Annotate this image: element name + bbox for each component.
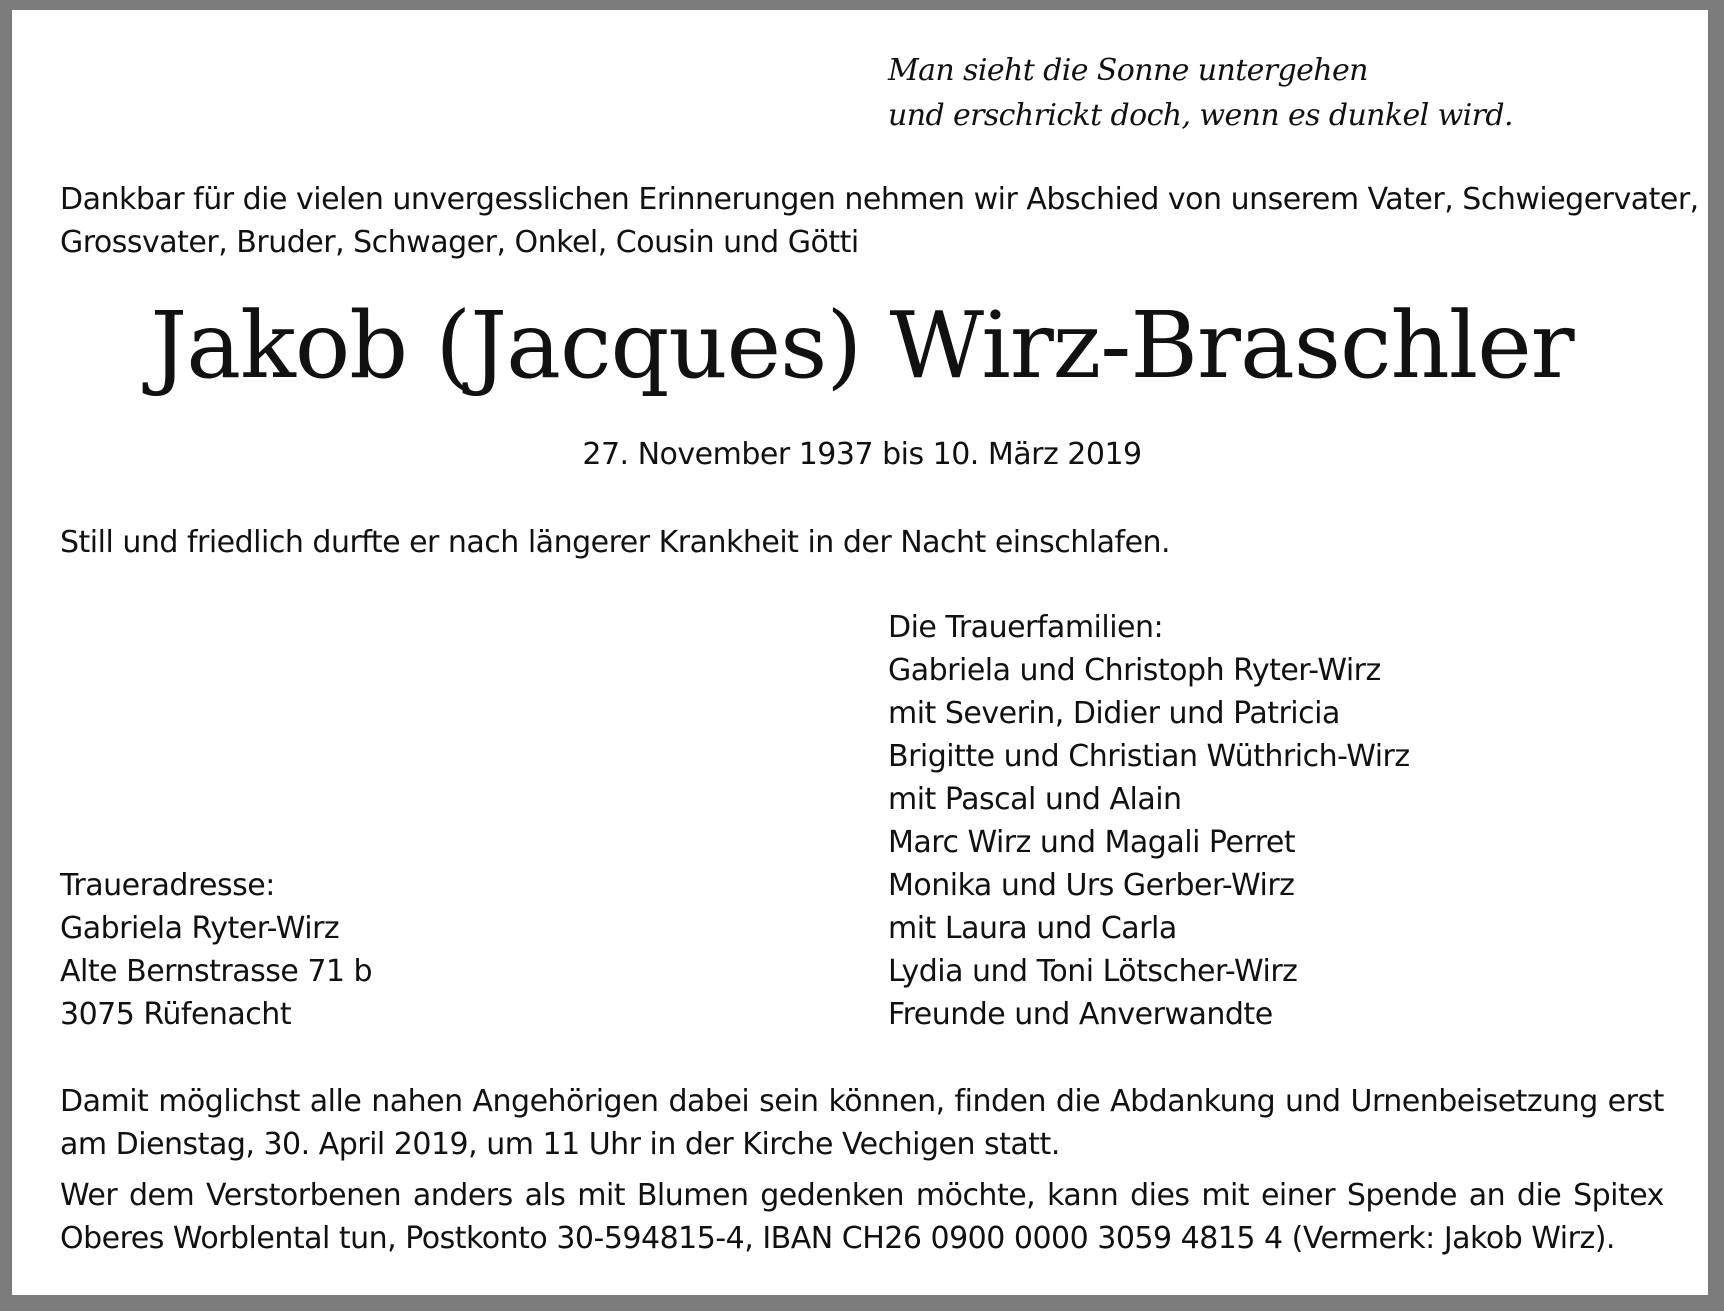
word: erst	[1607, 1084, 1664, 1119]
word: mit	[577, 1178, 626, 1213]
family-line: mit Pascal und Alain	[888, 782, 1182, 817]
word: Abdankung	[1110, 1084, 1276, 1119]
word: möchte,	[915, 1178, 1036, 1213]
passing-statement: Still und friedlich durfte er nach längerer Krankheit in der Nacht einschlafen.	[60, 525, 1171, 560]
life-dates: 27. November 1937 bis 10. März 2019	[582, 437, 1142, 472]
family-line: Marc Wirz und Magali Perret	[888, 825, 1296, 860]
word: möglichst	[158, 1084, 300, 1119]
address-street: Alte Bernstrasse 71 b	[60, 954, 373, 989]
word: sein	[759, 1084, 819, 1119]
word: Spende	[1346, 1178, 1457, 1213]
word: Verstorbenen	[206, 1178, 402, 1213]
word: anders	[412, 1178, 513, 1213]
mourning-families	[888, 606, 1410, 1036]
word: Blumen	[636, 1178, 749, 1213]
motto-quote	[888, 48, 1513, 138]
word: an	[1468, 1178, 1506, 1213]
family-line: mit Laura und Carla	[888, 911, 1177, 946]
word: Wer	[60, 1178, 118, 1213]
motto-line: Man sieht die Sonne untergehen	[888, 53, 1368, 88]
word: dies	[1130, 1178, 1190, 1213]
word: Angehörigen	[472, 1084, 659, 1119]
word: kann	[1047, 1178, 1119, 1213]
family-line: mit Severin, Didier und Patricia	[888, 696, 1340, 731]
address-heading: Traueradresse:	[60, 868, 275, 903]
word: nahen	[371, 1084, 463, 1119]
intro-line: Grossvater, Bruder, Schwager, Onkel, Cousin und Götti	[60, 225, 859, 260]
ceremony-line-justified	[60, 1080, 1664, 1123]
address-name: Gabriela Ryter-Wirz	[60, 911, 340, 946]
family-line: Freunde und Anverwandte	[888, 997, 1273, 1032]
word: gedenken	[760, 1178, 905, 1213]
word: Damit	[60, 1084, 149, 1119]
deceased-name: Jakob (Jacques) Wirz-Braschler	[150, 292, 1574, 399]
word: die	[1055, 1084, 1101, 1119]
word: dem	[129, 1178, 195, 1213]
word: dabei	[668, 1084, 750, 1119]
family-line: Lydia und Toni Lötscher-Wirz	[888, 954, 1298, 989]
families-heading: Die Trauerfamilien:	[888, 610, 1164, 645]
donation-line-justified	[60, 1174, 1664, 1217]
word: Urnenbeisetzung	[1350, 1084, 1598, 1119]
family-line: Brigitte und Christian Wüthrich-Wirz	[888, 739, 1410, 774]
family-line: Gabriela und Christoph Ryter-Wirz	[888, 653, 1381, 688]
word: Spitex	[1573, 1178, 1664, 1213]
ceremony-line: am Dienstag, 30. April 2019, um 11 Uhr in der Kirche Vechigen statt.	[60, 1127, 1060, 1162]
word: einer	[1260, 1178, 1336, 1213]
intro-paragraph	[60, 178, 1699, 264]
word: die	[1516, 1178, 1562, 1213]
family-line: Monika und Urs Gerber-Wirz	[888, 868, 1295, 903]
word: alle	[309, 1084, 362, 1119]
word: und	[1285, 1084, 1341, 1119]
word: als	[524, 1178, 566, 1213]
donation-line: Oberes Worblental tun, Postkonto 30-594815-4, IBAN CH26 0900 0000 3059 4815 4 (Vermerk: Jakob Wirz).	[60, 1221, 1615, 1256]
intro-line: Dankbar für die vielen unvergesslichen Erinnerungen nehmen wir Abschied von unserem Vater, Schwiegervater,	[60, 182, 1699, 217]
word: finden	[954, 1084, 1046, 1119]
mourning-address	[60, 864, 372, 1036]
word: mit	[1201, 1178, 1250, 1213]
address-city: 3075 Rüfenacht	[60, 997, 292, 1032]
word: können,	[828, 1084, 945, 1119]
donation-paragraph	[60, 1174, 1664, 1260]
motto-line: und erschrickt doch, wenn es dunkel wird.	[888, 98, 1513, 133]
ceremony-paragraph	[60, 1080, 1664, 1166]
